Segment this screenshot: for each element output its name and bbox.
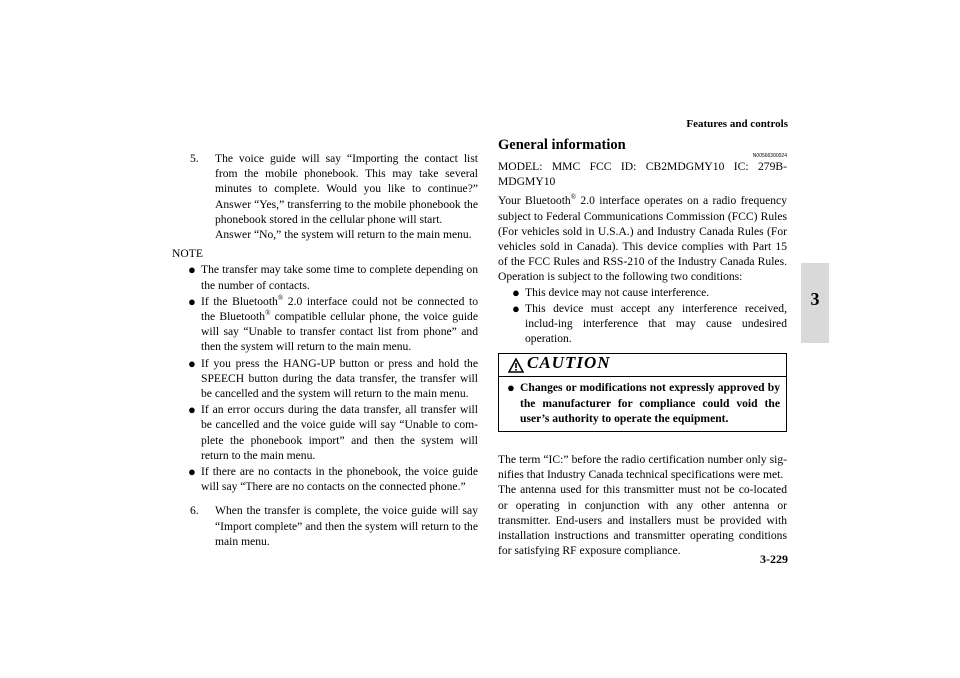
heading-text: General information <box>498 137 626 153</box>
caution-header <box>499 354 786 377</box>
note-text-part: 2.0 interface could not be connected to the Bluetooth <box>201 294 478 324</box>
step-number: 5. <box>190 152 199 165</box>
note-text <box>201 294 478 355</box>
bullet-icon: ● <box>507 380 515 396</box>
registered-mark: ® <box>265 309 271 318</box>
step-number: 6. <box>190 504 199 518</box>
condition-text: This device must accept any interference received, includ-ing interference that may cause undesired operation. <box>525 301 787 346</box>
list-item <box>507 380 780 426</box>
list-item <box>188 262 478 292</box>
step-6-text: When the transfer is complete, the voice guide will say “Import complete” and then the system will return to the main menu. <box>215 504 478 548</box>
paragraph-part: 2.0 interface operates on a radio frequency subject to Federal Communications Commission (FCC) Rules (For vehicles sold in U.S.A.) and Industry Canada Rules (For vehicles sold in Canada). This device complies with Part 15 of the FCC Rules and RSS-210 of the Industry Canada Rules. Operation is subject to the following two conditions: <box>498 194 787 284</box>
warning-triangle-icon <box>508 358 524 373</box>
note-text: If an error occurs during the data transfer, all transfer will be cancelled and the voice guide will say “Unable to com-plete the phonebook import” and then the system will return to the main menu. <box>201 403 478 462</box>
heading-code: N00566300024 <box>752 153 787 159</box>
caution-text: Changes or modifications not expressly approved by the manufacturer for compliance could void the user’s authority to operate the equipment. <box>520 381 780 425</box>
bullet-icon: ● <box>188 293 196 309</box>
note-text: If there are no contacts in the phonebook, the voice guide will say “There are no contacts on the connected phone.” <box>201 465 478 494</box>
chapter-tab <box>801 263 829 343</box>
registered-mark: ® <box>570 193 577 202</box>
bullet-icon: ● <box>188 402 196 418</box>
list-item <box>188 356 478 402</box>
caution-body <box>499 377 786 431</box>
page-number: 3-229 <box>760 552 788 566</box>
list-item <box>498 301 787 347</box>
model-line: MODEL: MMC FCC ID: CB2MDGMY10 IC: 279B-MDGMY10 <box>498 160 787 189</box>
ic-paragraph: The term “IC:” before the radio certification number only sig-nifies that Industry Canada technical specifications were met. <box>498 453 787 482</box>
step-6 <box>188 503 478 549</box>
step-5-text: The voice guide will say “Importing the contact list from the mobile phonebook. This may take several minutes to complete. Would you like to continue?” Answer “Yes,” transferring to the mobile phonebook the phonebook stored in the cellular phone will start. <box>215 152 478 226</box>
condition-text: This device may not cause interference. <box>525 285 710 299</box>
bullet-icon: ● <box>512 284 520 300</box>
conditions-list <box>498 285 787 347</box>
note-text: The transfer may take some time to complete depending on the number of contacts. <box>201 263 478 292</box>
note-text: If you press the HANG-UP button or press and hold the SPEECH button during the data transfer, the transfer will be cancelled and the system will return to the main menu. <box>201 356 478 401</box>
registered-mark: ® <box>277 293 284 302</box>
chapter-tab-number: 3 <box>810 289 820 309</box>
note-text-part: If the Bluetooth <box>201 294 278 308</box>
caution-box <box>498 353 787 432</box>
antenna-paragraph: The antenna used for this transmitter must not be co-located or operating in conjunction with any other antenna or transmitter. End-users and installers must be provided with installation instructions and transmitter operating conditions for satisfying RF exposure compliance. <box>498 483 787 558</box>
list-item <box>188 294 478 355</box>
list-item <box>498 285 787 300</box>
caution-title: CAUTION <box>527 353 611 373</box>
note-title: NOTE <box>172 247 203 261</box>
left-column <box>172 151 478 549</box>
bullet-icon: ● <box>512 300 520 316</box>
list-item <box>188 464 478 494</box>
step-5-text-no: Answer “No,” the system will return to the main menu. <box>215 228 472 242</box>
step-5 <box>188 151 478 242</box>
right-column <box>498 137 787 558</box>
section-heading <box>498 138 787 158</box>
bullet-icon: ● <box>188 355 196 371</box>
bullet-icon: ● <box>188 262 196 278</box>
section-header: Features and controls <box>686 118 788 130</box>
bullet-icon: ● <box>188 464 196 480</box>
paragraph-part: Your Bluetooth <box>498 194 571 208</box>
note-list <box>188 262 478 494</box>
caution-list <box>507 380 780 426</box>
list-item <box>188 402 478 463</box>
bluetooth-paragraph <box>498 193 787 284</box>
step-text <box>215 151 478 242</box>
note-text-part: compatible cellular phone, the voice guide will say “Unable to transfer contact list from phone” and then the system will return to the main menu. <box>201 310 478 354</box>
